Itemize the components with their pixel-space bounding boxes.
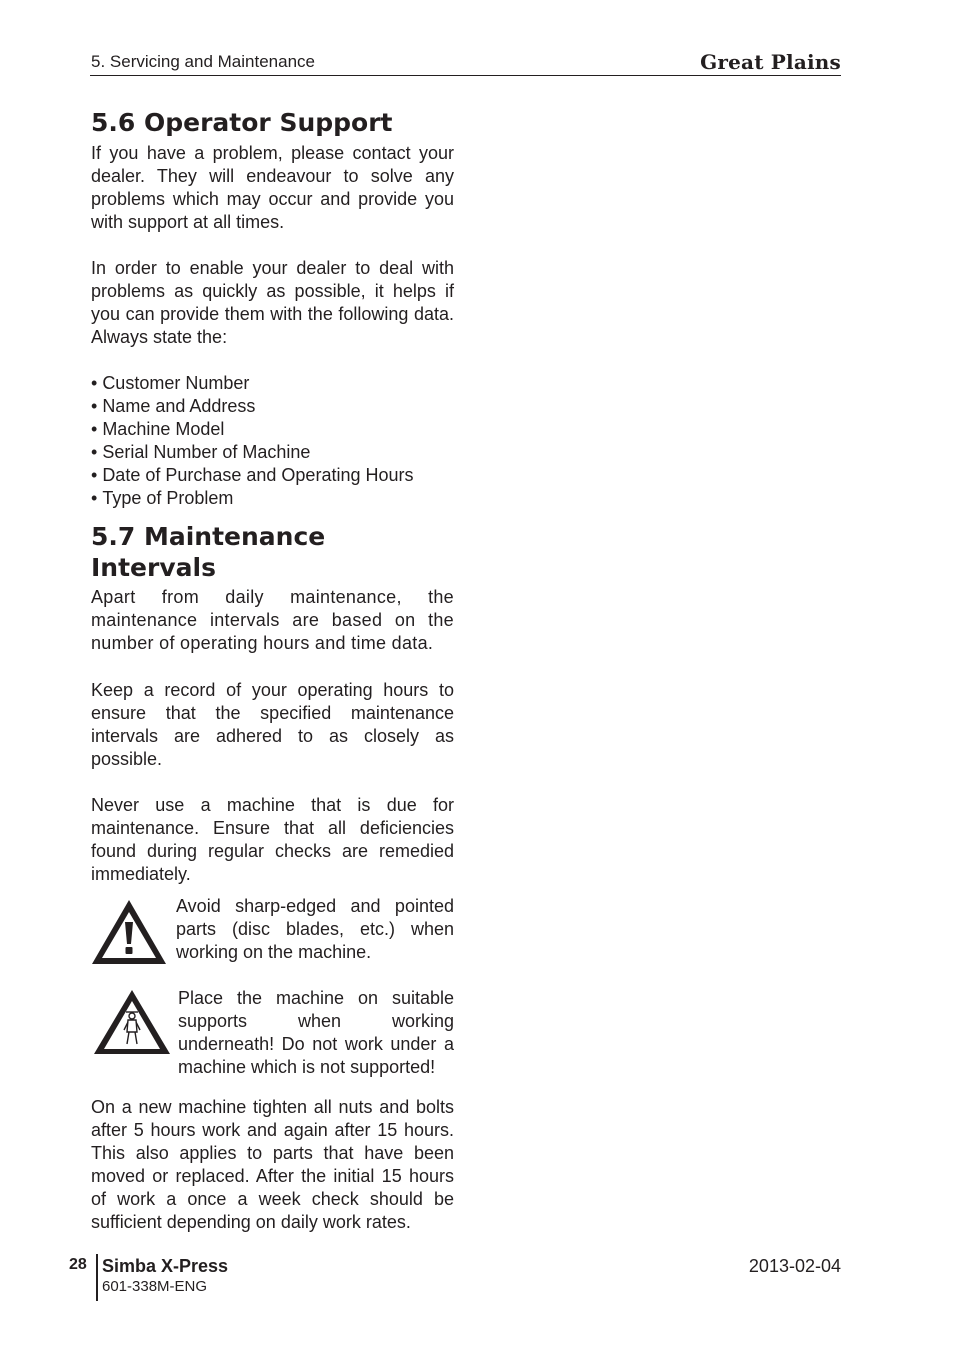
required-data-list [91,372,471,510]
maintenance-paragraph-2: Keep a record of your operating hours to ensure that the specified maintenance intervals are adhered to as closely as possible. [91,680,454,769]
operator-support-paragraph-1: If you have a problem, please contact your dealer. They will endeavour to solve any problems which may occur and provide you with support at all times. [91,143,454,232]
list-item: • Date of Purchase and Operating Hours [91,464,471,487]
crushing-hazard-warning-icon [92,988,172,1056]
heading-line: Intervals [91,553,216,582]
exclamation-warning-icon [90,898,168,966]
footer-date: 2013-02-04 [748,1256,841,1276]
heading-maintenance-intervals [91,521,325,583]
list-item: • Name and Address [91,395,471,418]
brand-logo: Great Plains [700,50,841,74]
warning-text-sharp-parts: Avoid sharp-edged and pointed parts (disc blades, etc.) when working on the machine. [176,896,454,962]
maintenance-paragraph-3: Never use a machine that is due for maintenance. Ensure that all deficiencies found during regular checks are remedied immediately. [91,795,454,884]
heading-operator-support: 5.6 Operator Support [91,108,393,137]
header-divider [90,75,841,76]
footer-document-code: 601-338M-ENG [102,1278,208,1295]
list-item: • Type of Problem [91,487,471,510]
maintenance-paragraph-1: Apart from daily maintenance, the maintenance intervals are based on the number of operating hours and time data. [91,587,454,653]
page-number: 28 [69,1256,87,1273]
list-item: • Machine Model [91,418,471,441]
footer-divider [96,1254,98,1301]
footer-product-title: Simba X-Press [102,1256,229,1276]
operator-support-paragraph-2: In order to enable your dealer to deal with problems as quickly as possible, it helps if you can provide them with the following data. Always state the: [91,258,454,347]
warning-text-supports: Place the machine on suitable supports when working underneath! Do not work under a machine which is not supported! [178,988,454,1077]
list-item: • Customer Number [91,372,471,395]
maintenance-paragraph-4: On a new machine tighten all nuts and bolts after 5 hours work and again after 15 hours. This also applies to parts that have been moved or replaced. After the initial 15 hours of work a once a week check should be sufficient depending on daily work rates. [91,1097,454,1232]
header-section-title: 5. Servicing and Maintenance [91,52,315,71]
heading-line: 5.7 Maintenance [91,522,326,551]
list-item: • Serial Number of Machine [91,441,471,464]
